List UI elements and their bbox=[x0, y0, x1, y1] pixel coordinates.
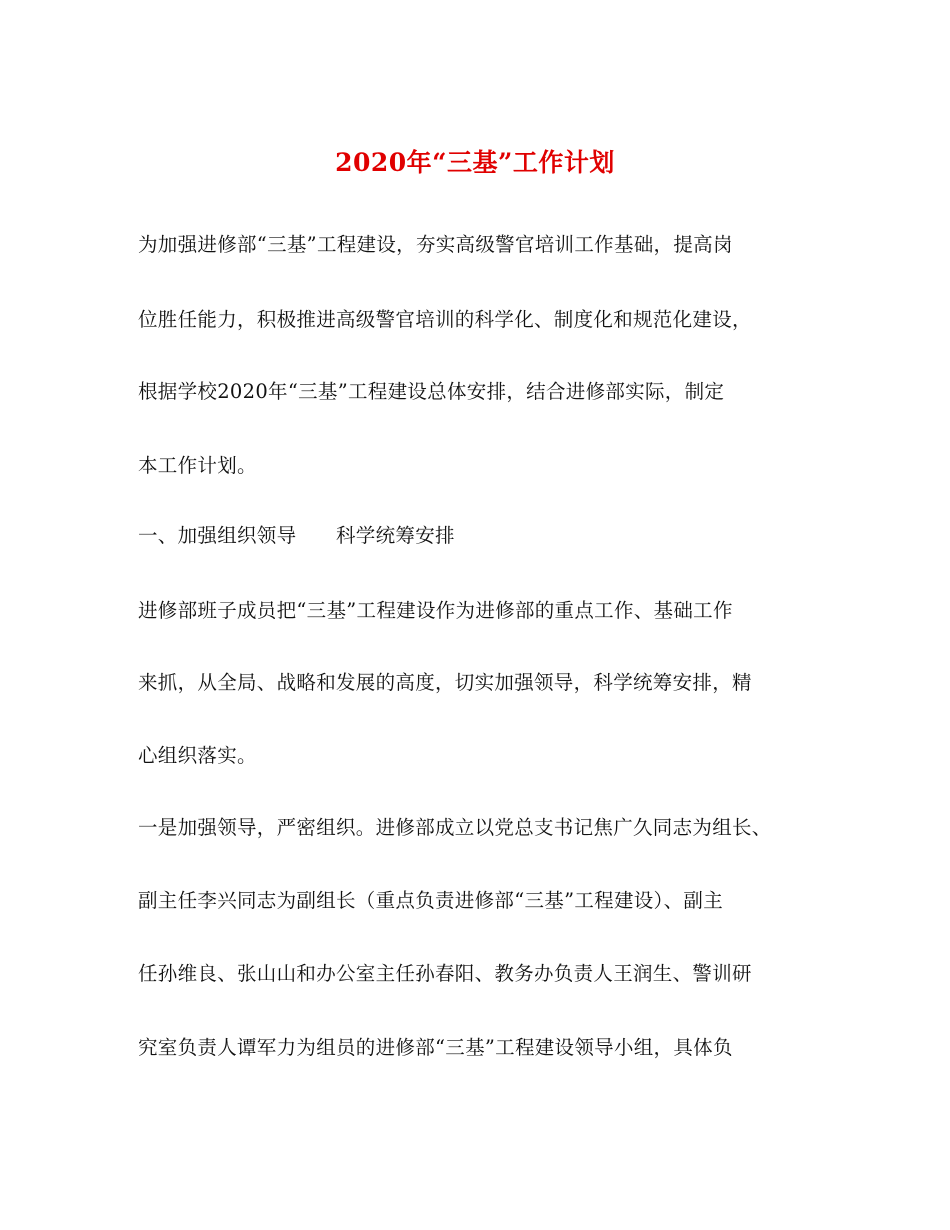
section-heading: 一、加强组织领导 科学统筹安排 bbox=[138, 524, 455, 547]
paragraph-line: 进修部班子成员把“三基”工程建设作为进修部的重点工作、基础工作 bbox=[138, 599, 733, 622]
paragraph-line: 根据学校2020年“三基”工程建设总体安排，结合进修部实际，制定 bbox=[138, 380, 725, 403]
page-title: 2020年“三基”工作计划 bbox=[335, 148, 615, 177]
paragraph-line: 为加强进修部“三基”工程建设，夯实高级警官培训工作基础，提高岗 bbox=[138, 233, 733, 256]
paragraph-line: 一是加强领导，严密组织。进修部成立以党总支书记焦广久同志为组长、 bbox=[138, 816, 772, 839]
paragraph-line: 副主任李兴同志为副组长（重点负责进修部“三基”工程建设）、副主 bbox=[138, 889, 723, 912]
paragraph-line: 本工作计划。 bbox=[138, 454, 257, 477]
paragraph-line: 位胜任能力，积极推进高级警官培训的科学化、制度化和规范化建设， bbox=[138, 308, 752, 331]
paragraph-line: 任孙维良、张山山和办公室主任孙春阳、教务办负责人王润生、警训研 bbox=[138, 962, 752, 985]
paragraph-line: 究室负责人谭军力为组员的进修部“三基”工程建设领导小组，具体负 bbox=[138, 1036, 733, 1059]
paragraph-line: 心组织落实。 bbox=[138, 744, 257, 767]
paragraph-line: 来抓，从全局、战略和发展的高度，切实加强领导，科学统筹安排，精 bbox=[138, 671, 752, 694]
